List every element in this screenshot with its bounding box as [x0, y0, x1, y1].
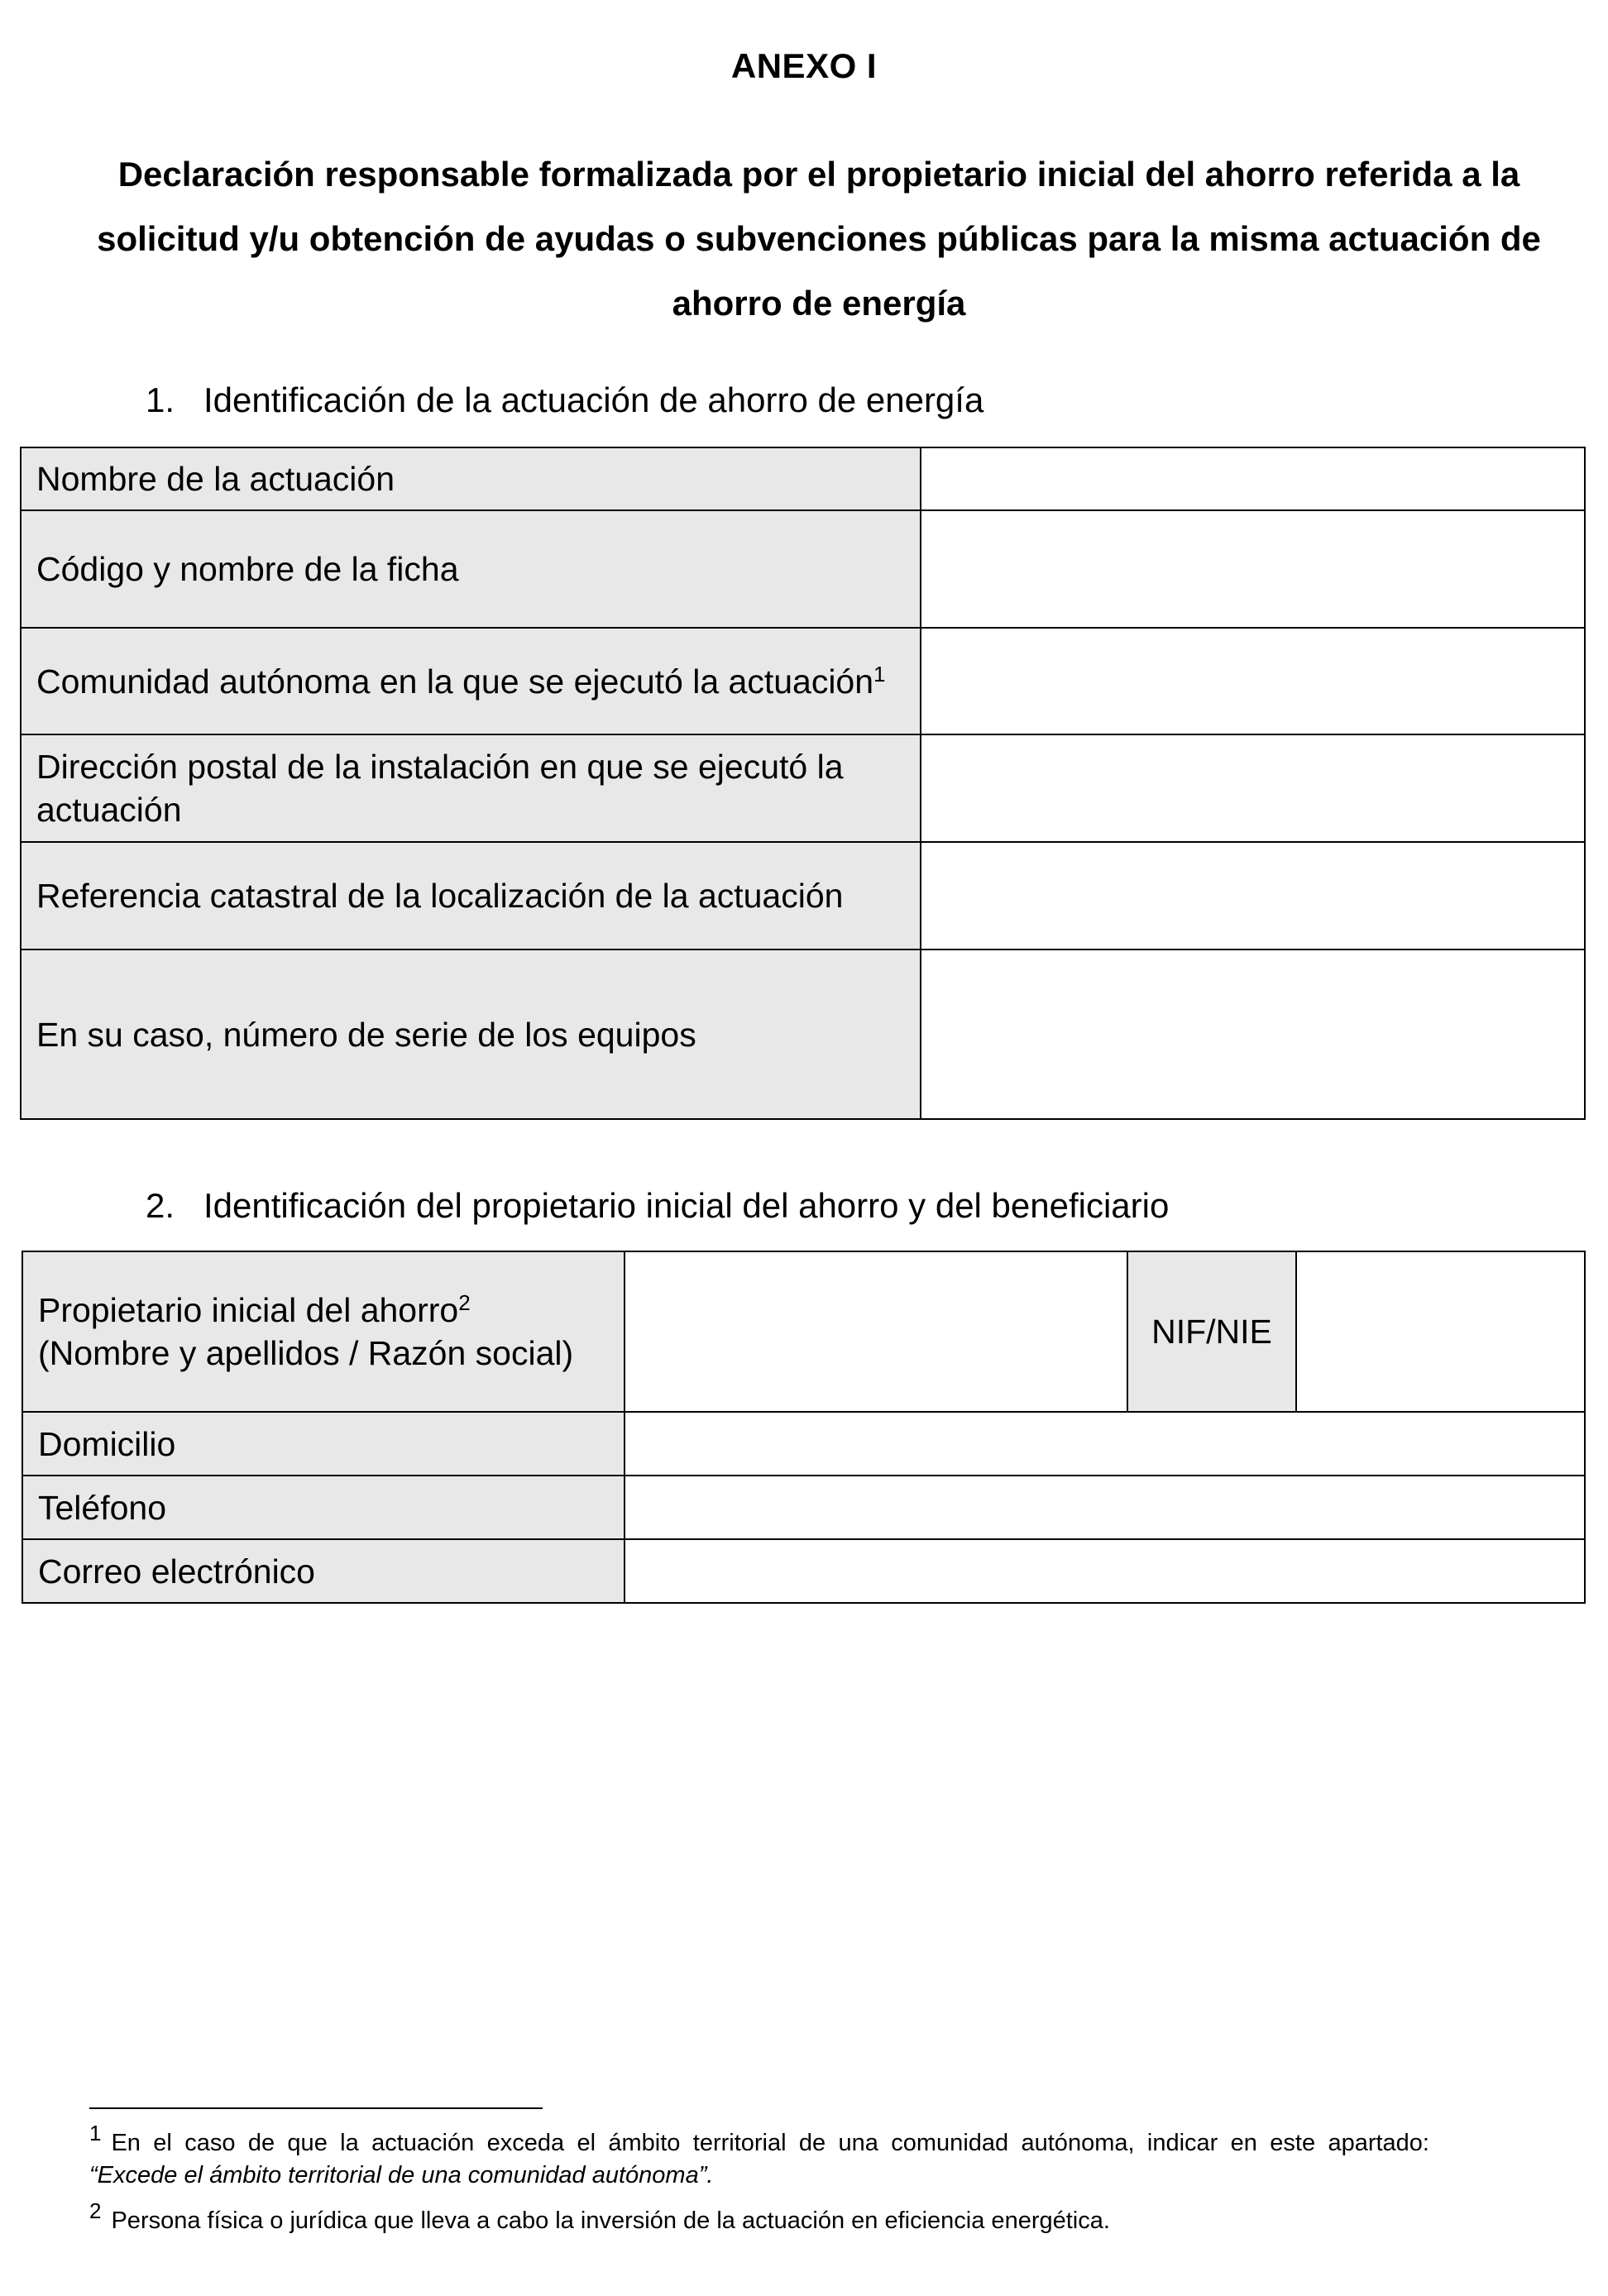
- address-field[interactable]: [625, 1412, 1585, 1476]
- footnote-separator: [89, 2107, 543, 2109]
- footnote-1: [89, 2121, 1429, 2192]
- table-row: [22, 1412, 1585, 1476]
- owner-identification-table: [22, 1251, 1586, 1604]
- table-row: [21, 510, 1585, 628]
- footnotes: [89, 2121, 1429, 2237]
- table-row: [21, 949, 1585, 1119]
- actuation-name-field[interactable]: [921, 447, 1585, 510]
- footnote-ref-2: 2: [458, 1290, 471, 1315]
- section-2-title: Identificación del propietario inicial del ahorro y del beneficiario: [203, 1186, 1170, 1225]
- field-label-email: Correo electrónico: [22, 1539, 625, 1603]
- sheet-code-field[interactable]: [921, 510, 1585, 628]
- phone-field[interactable]: [625, 1476, 1585, 1539]
- email-field[interactable]: [625, 1539, 1585, 1603]
- cadastral-reference-field[interactable]: [921, 842, 1585, 949]
- field-label-phone: Teléfono: [22, 1476, 625, 1539]
- field-label-actuation-name: Nombre de la actuación: [21, 447, 921, 510]
- footnote-ref-1: 1: [873, 661, 886, 686]
- table-row: [22, 1476, 1585, 1539]
- actuation-identification-table: [20, 447, 1586, 1120]
- serial-numbers-field[interactable]: [921, 949, 1585, 1119]
- section-1-heading: [146, 379, 983, 422]
- table-row: [21, 628, 1585, 734]
- field-label-serial-numbers: En su caso, número de serie de los equipos: [21, 949, 921, 1119]
- section-1-number: 1.: [146, 380, 175, 419]
- section-2-heading: [146, 1184, 1169, 1227]
- field-label-address: Domicilio: [22, 1412, 625, 1476]
- table-row: [21, 842, 1585, 949]
- field-label-sheet-code: Código y nombre de la ficha: [21, 510, 921, 628]
- footnote-2: [89, 2198, 1429, 2237]
- field-label-cadastral-reference: Referencia catastral de la localización de la actuación: [21, 842, 921, 949]
- footnote-2-text: Persona física o jurídica que lleva a cabo la inversión de la actuación en eficiencia energética.: [111, 2208, 1110, 2234]
- section-1-title: Identificación de la actuación de ahorro de energía: [203, 380, 984, 419]
- table-row: [21, 734, 1585, 842]
- footnote-1-text: En el caso de que la actuación exceda el ámbito territorial de una comunidad autónoma, indicar en este apartado:: [111, 2130, 1429, 2156]
- field-label-initial-owner: Propietario inicial del ahorro$^2$ (Nombre y apellidos / Razón social): [22, 1251, 625, 1412]
- footnote-2-number: 2: [89, 2198, 102, 2223]
- table-row: [22, 1539, 1585, 1603]
- nif-nie-field[interactable]: [1296, 1251, 1585, 1412]
- field-label-nif-nie: NIF/NIE: [1127, 1251, 1296, 1412]
- field-label-autonomous-community: Comunidad autónoma en la que se ejecutó la actuación$^1$: [21, 628, 921, 734]
- field-label-postal-address: Dirección postal de la instalación en que se ejecutó la actuación: [21, 734, 921, 842]
- footnote-1-italic-text: “Excede el ámbito territorial de una comunidad autónoma”.: [89, 2162, 714, 2188]
- annex-title: ANEXO I: [730, 46, 878, 85]
- autonomous-community-field[interactable]: [921, 628, 1585, 734]
- table-row: [22, 1251, 1585, 1412]
- initial-owner-field[interactable]: [625, 1251, 1127, 1412]
- table-row: [21, 447, 1585, 510]
- footnote-1-number: 1: [89, 2121, 102, 2145]
- postal-address-field[interactable]: [921, 734, 1585, 842]
- document-title: Declaración responsable formalizada por el propietario inicial del ahorro referida a la solicitud y/u obtención de ayudas o subvenciones públicas para la misma actuación de ahorro de energía: [97, 155, 1541, 323]
- section-2-number: 2.: [146, 1186, 175, 1225]
